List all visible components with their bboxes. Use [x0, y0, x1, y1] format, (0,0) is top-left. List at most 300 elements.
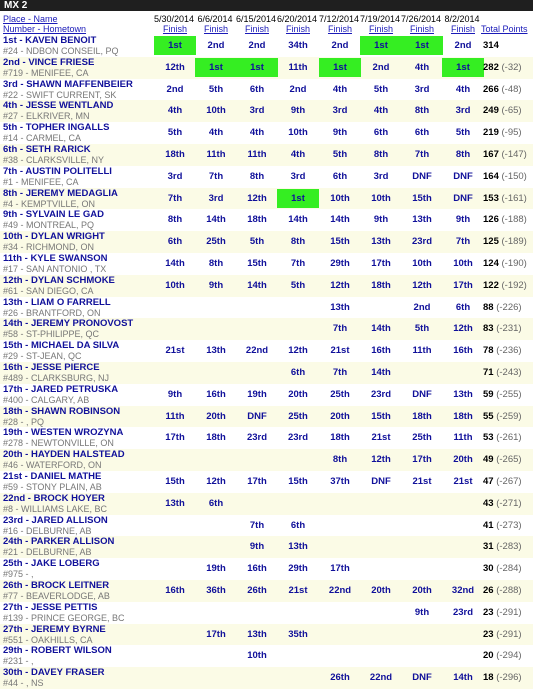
table-row [0, 645, 533, 667]
finish-cell: 4th [290, 148, 306, 160]
rider-place-name[interactable]: 13th - LIAM O FARRELL [3, 296, 111, 308]
finish-cell: 6th [249, 83, 265, 95]
finish-cell: 6th [208, 497, 224, 509]
finish-cell: 4th [249, 127, 265, 139]
total-points: 164 (-150) [483, 170, 527, 182]
table-row [0, 144, 533, 166]
finish-cell: 2nd [454, 40, 472, 51]
table-row [0, 297, 533, 319]
finish-cell [401, 516, 443, 535]
rider-number-hometown: #26 - BRANTFORD, ON [3, 307, 101, 318]
total-points: 53 (-261) [483, 432, 522, 444]
finish-cell: 1st [360, 36, 402, 55]
rider-place-name[interactable]: 14th - JEREMY PRONOVOST [3, 318, 134, 330]
finish-cell: 8th [249, 170, 265, 182]
rider-place-name[interactable]: 3rd - SHAWN MAFFENBEIER [3, 78, 133, 90]
finish-cell [154, 559, 196, 578]
rider-number-hometown: #4 - KEMPTVILLE, ON [3, 198, 96, 209]
race-date-6: 7/19/2014 [360, 14, 401, 24]
total-points: 125 (-189) [483, 236, 527, 248]
table-row [0, 122, 533, 144]
finish-cell: 14th [206, 214, 226, 226]
finish-cell: 22nd [328, 584, 352, 596]
rider-number-hometown: #28 - , PQ [3, 416, 45, 427]
finish-cell [277, 603, 319, 622]
finish-cell [277, 298, 319, 317]
finish-cell: 12th [453, 323, 473, 335]
total-points: 43 (-271) [483, 497, 522, 509]
finish-header-5[interactable]: Finish [327, 24, 352, 34]
table-row [0, 667, 533, 689]
finish-cell: 14th [371, 366, 391, 378]
total-points: 88 (-226) [483, 301, 522, 313]
rider-place-name[interactable]: 10th - DYLAN WRIGHT [3, 231, 105, 243]
finish-cell: 6th [414, 127, 430, 139]
finish-cell [154, 646, 196, 665]
total-points: 41 (-273) [483, 519, 522, 531]
rider-number-hometown: #24 - NDBON CONSEIL, PQ [3, 46, 119, 56]
finish-cell: 3rd [332, 105, 348, 117]
finish-cell: 6th [290, 366, 306, 378]
finish-cell [154, 450, 196, 469]
rider-number-hometown: #49 - MONTREAL, PQ [3, 220, 95, 231]
finish-cell: 11th [453, 432, 473, 444]
table-header [0, 11, 533, 35]
total-points: 122 (-192) [483, 279, 527, 291]
finish-cell [236, 668, 278, 687]
finish-cell: DNF [371, 475, 391, 487]
finish-cell: 20th [412, 584, 432, 596]
finish-cell: 6th [332, 170, 348, 182]
finish-cell: 18th [330, 432, 350, 444]
rider-number-hometown: #8 - WILLIAMS LAKE, BC [3, 503, 108, 514]
rider-place-name[interactable]: 17th - JARED PETRUSKA [3, 383, 119, 395]
rider-number-hometown: #17 - SAN ANTONIO , TX [3, 263, 107, 274]
total-points: 266 (-48) [483, 83, 522, 95]
finish-cell [195, 450, 237, 469]
finish-cell: 9th [455, 214, 471, 226]
finish-cell: 29th [288, 563, 308, 575]
finish-cell: 13th [453, 388, 473, 400]
finish-cell: 2nd [413, 301, 431, 313]
finish-cell [401, 537, 443, 556]
finish-cell [319, 646, 361, 665]
total-points: 83 (-231) [483, 323, 522, 335]
finish-cell [154, 625, 196, 644]
finish-cell: 17th [330, 563, 350, 575]
finish-cell: 37th [330, 475, 350, 487]
finish-cell [360, 603, 402, 622]
rider-place-name[interactable]: 26th - BROCK LEITNER [3, 579, 110, 591]
finish-cell [236, 494, 278, 513]
rider-place-name[interactable]: 1st - KAVEN BENOIT [3, 35, 97, 46]
race-date-3: 6/15/2014 [236, 14, 277, 24]
rider-place-name[interactable]: 27th - JEREMY BYRNE [3, 623, 106, 635]
finish-cell: 5th [167, 127, 183, 139]
rider-place-name[interactable]: 18th - SHAWN ROBINSON [3, 405, 121, 417]
finish-cell: 5th [373, 83, 389, 95]
finish-cell [442, 559, 484, 578]
finish-cell: 2nd [331, 40, 349, 51]
finish-cell: 12th [371, 454, 391, 466]
finish-cell: 17th [206, 628, 226, 640]
finish-cell: 7th [167, 192, 183, 204]
finish-cell [154, 363, 196, 382]
finish-cell: 12th [247, 192, 267, 204]
finish-cell [195, 319, 237, 338]
finish-cell [442, 625, 484, 644]
finish-cell: 16th [165, 584, 185, 596]
rider-number-hometown: #46 - WATERFORD, ON [3, 460, 102, 471]
finish-cell: 9th [332, 127, 348, 139]
finish-cell [319, 603, 361, 622]
finish-cell: 14th [330, 214, 350, 226]
finish-cell: 15th [165, 475, 185, 487]
table-row [0, 580, 533, 602]
finish-cell: 9th [290, 105, 306, 117]
table-row [0, 624, 533, 646]
place-name-header[interactable]: Place - Name [3, 14, 58, 24]
rider-place-name[interactable]: 21st - DANIEL MATHE [3, 470, 102, 482]
rider-number-hometown: #14 - CARMEL, CA [3, 133, 82, 144]
finish-cell: 20th [206, 410, 226, 422]
race-date-2: 6/6/2014 [197, 14, 233, 24]
table-row [0, 384, 533, 406]
finish-cell: 10th [330, 192, 350, 204]
finish-cell: 8th [290, 236, 306, 248]
finish-cell: 6th [455, 301, 471, 313]
finish-cell: 18th [412, 410, 432, 422]
finish-cell: 11th [165, 410, 185, 422]
rider-place-name[interactable]: 6th - SETH RARICK [3, 143, 91, 155]
finish-cell [195, 668, 237, 687]
finish-cell: 18th [371, 279, 391, 291]
rider-number-hometown: #278 - NEWTONVILLE, ON [3, 438, 114, 449]
finish-cell: 7th [332, 366, 348, 378]
table-row [0, 515, 533, 537]
finish-cell [442, 363, 484, 382]
finish-cell: 17th [165, 432, 185, 444]
rider-place-name[interactable]: 27th - JESSE PETTIS [3, 601, 98, 613]
finish-header-4[interactable]: Finish [285, 24, 310, 34]
finish-header-7[interactable]: Finish [409, 24, 434, 34]
finish-cell: 1st [401, 36, 443, 55]
rider-place-name[interactable]: 19th - WESTEN WROZYNA [3, 427, 124, 439]
finish-cell: DNF [453, 170, 473, 182]
finish-cell: 8th [167, 214, 183, 226]
finish-cell: 19th [206, 563, 226, 575]
table-row [0, 57, 533, 79]
rider-place-name[interactable]: 7th - AUSTIN POLITELLI [3, 165, 112, 177]
total-points: 31 (-283) [483, 541, 522, 553]
finish-cell [401, 646, 443, 665]
finish-cell: 1st [319, 58, 361, 77]
finish-cell: 19th [247, 388, 267, 400]
finish-cell: 35th [288, 628, 308, 640]
finish-cell: 2nd [166, 83, 184, 95]
rider-number-hometown: #21 - DELBURNE, AB [3, 547, 92, 558]
table-row [0, 209, 533, 231]
rider-number-hometown: #400 - CALGARY, AB [3, 394, 90, 405]
finish-cell: 9th [208, 279, 224, 291]
rider-place-name[interactable]: 16th - JESSE PIERCE [3, 361, 100, 373]
total-points: 18 (-296) [483, 672, 522, 684]
finish-header-2[interactable]: Finish [203, 24, 228, 34]
finish-cell: 5th [208, 83, 224, 95]
finish-cell: 16th [453, 345, 473, 357]
finish-cell: 7th [290, 257, 306, 269]
finish-cell: 22nd [369, 672, 393, 684]
finish-cell: 14th [371, 323, 391, 335]
rider-number-hometown: #22 - SWIFT CURRENT, SK [3, 89, 117, 100]
finish-cell: 14th [453, 672, 473, 684]
finish-cell: 12th [206, 475, 226, 487]
rider-place-name[interactable]: 30th - DAVEY FRASER [3, 667, 105, 679]
rider-place-name[interactable]: 22nd - BROCK HOYER [3, 492, 105, 504]
finish-cell: 1st [195, 58, 237, 77]
finish-cell [360, 516, 402, 535]
finish-cell [154, 603, 196, 622]
finish-cell: 36th [206, 584, 226, 596]
finish-cell [236, 298, 278, 317]
finish-cell [401, 559, 443, 578]
rider-place-name[interactable]: 2nd - VINCE FRIESE [3, 56, 95, 68]
finish-cell [236, 363, 278, 382]
finish-cell [360, 494, 402, 513]
finish-header-6[interactable]: Finish [368, 24, 393, 34]
finish-cell: 4th [332, 83, 348, 95]
finish-cell: 4th [414, 61, 430, 73]
rider-place-name[interactable]: 29th - ROBERT WILSON [3, 645, 112, 657]
finish-cell [277, 319, 319, 338]
finish-header-3[interactable]: Finish [244, 24, 269, 34]
finish-cell: 10th [371, 192, 391, 204]
finish-cell: 14th [165, 257, 185, 269]
finish-cell: 13th [412, 214, 432, 226]
finish-header-1[interactable]: Finish [162, 24, 187, 34]
finish-cell: 25th [206, 236, 226, 248]
finish-cell: 14th [288, 214, 308, 226]
total-points: 59 (-255) [483, 388, 522, 400]
finish-cell: 7th [332, 323, 348, 335]
total-points: 23 (-291) [483, 628, 522, 640]
total-points: 124 (-190) [483, 257, 527, 269]
finish-cell: 7th [455, 236, 471, 248]
finish-cell [236, 319, 278, 338]
total-points: 314 [483, 40, 499, 51]
rider-place-name[interactable]: 9th - SYLVAIN LE GAD [3, 209, 104, 221]
finish-cell: 21st [412, 475, 432, 487]
finish-cell: DNF [412, 672, 432, 684]
finish-cell: 3rd [455, 105, 471, 117]
finish-cell: 1st [236, 58, 278, 77]
finish-cell: 13th [165, 497, 185, 509]
rider-number-hometown: #975 - , [3, 569, 34, 580]
finish-cell [195, 363, 237, 382]
rider-place-name[interactable]: 4th - JESSE WENTLAND [3, 100, 114, 112]
finish-cell: 21st [371, 432, 391, 444]
finish-cell: 5th [332, 148, 348, 160]
finish-cell [195, 603, 237, 622]
finish-cell: 32nd [451, 584, 475, 596]
finish-cell: 18th [206, 432, 226, 444]
total-points-header[interactable]: Total Points [481, 24, 528, 34]
finish-cell: 9th [167, 388, 183, 400]
finish-cell: 23rd [411, 236, 433, 248]
finish-cell: DNF [412, 388, 432, 400]
rider-number-hometown: #38 - CLARKSVILLE, NY [3, 154, 105, 165]
finish-cell: 7th [414, 148, 430, 160]
finish-cell [277, 450, 319, 469]
finish-cell: 18th [453, 410, 473, 422]
finish-cell: 5th [455, 127, 471, 139]
finish-cell: 4th [167, 105, 183, 117]
finish-cell: 10th [247, 650, 267, 662]
table-row [0, 427, 533, 449]
finish-cell: 16th [206, 388, 226, 400]
rider-number-hometown: #58 - ST-PHILIPPE, QC [3, 329, 100, 340]
table-row [0, 166, 533, 188]
finish-cell: 12th [412, 279, 432, 291]
rider-place-name[interactable]: 15th - MICHAEL DA SILVA [3, 340, 120, 352]
finish-cell: 5th [290, 279, 306, 291]
rider-number-hometown: #16 - DELBURNE, AB [3, 525, 92, 536]
finish-cell [154, 668, 196, 687]
finish-cell: 6th [373, 127, 389, 139]
finish-cell: 14th [247, 279, 267, 291]
finish-cell [154, 516, 196, 535]
finish-cell: 9th [414, 606, 430, 618]
finish-cell: 13th [206, 345, 226, 357]
finish-cell: 7th [208, 170, 224, 182]
finish-cell: 20th [371, 584, 391, 596]
rider-place-name[interactable]: 23rd - JARED ALLISON [3, 514, 108, 526]
total-points: 71 (-243) [483, 366, 522, 378]
finish-cell: 18th [165, 148, 185, 160]
race-date-1: 5/30/2014 [154, 14, 195, 24]
finish-cell [360, 298, 402, 317]
finish-cell: 21st [330, 345, 350, 357]
finish-cell: 23rd [370, 388, 392, 400]
finish-cell: 12th [288, 345, 308, 357]
rider-place-name[interactable]: 24th - PARKER ALLISON [3, 536, 115, 548]
table-row [0, 100, 533, 122]
finish-cell: 5th [414, 323, 430, 335]
finish-cell: 25th [412, 432, 432, 444]
finish-cell [154, 319, 196, 338]
total-points: 167 (-147) [483, 148, 527, 160]
finish-cell: 1st [277, 189, 319, 208]
finish-cell: 15th [247, 257, 267, 269]
finish-header-8[interactable]: Finish [450, 24, 475, 34]
finish-cell: 11th [206, 148, 226, 160]
finish-cell: 29th [330, 257, 350, 269]
finish-cell [195, 516, 237, 535]
rider-number-hometown: #551 - OAKHILLS, CA [3, 634, 93, 645]
finish-cell: 2nd [207, 40, 225, 51]
finish-cell: 3rd [414, 83, 430, 95]
rider-number-hometown: #231 - , [3, 656, 34, 667]
finish-cell: 4th [208, 127, 224, 139]
finish-cell: 1st [154, 36, 196, 55]
finish-cell: 20th [453, 454, 473, 466]
finish-cell [277, 668, 319, 687]
race-date-8: 8/2/2014 [444, 14, 480, 24]
table-row [0, 35, 533, 57]
finish-cell: 15th [371, 410, 391, 422]
rider-number-hometown: #27 - ELKRIVER, MN [3, 111, 90, 122]
finish-cell: 26th [330, 672, 350, 684]
rider-number-hometown: #139 - PRINCE GEORGE, BC [3, 612, 125, 623]
rider-place-name[interactable]: 12th - DYLAN SCHMOKE [3, 274, 115, 286]
finish-cell: 17th [247, 475, 267, 487]
rider-place-name[interactable]: 8th - JEREMY MEDAGLIA [3, 187, 118, 199]
finish-cell: 21st [165, 345, 185, 357]
class-title: MX 2 [0, 0, 533, 11]
finish-cell [401, 625, 443, 644]
finish-cell: 10th [453, 257, 473, 269]
rider-place-name[interactable]: 20th - HAYDEN HALSTEAD [3, 449, 125, 461]
finish-cell: 10th [288, 127, 308, 139]
finish-cell: 4th [373, 105, 389, 117]
finish-cell: 3rd [373, 170, 389, 182]
table-row [0, 79, 533, 101]
rider-number-hometown: #34 - RICHMOND, ON [3, 242, 95, 253]
finish-cell [154, 537, 196, 556]
finish-cell: 26th [247, 584, 267, 596]
rider-number-hometown: #59 - STONY PLAIN, AB [3, 481, 102, 492]
finish-cell: 16th [371, 345, 391, 357]
finish-cell: 13th [288, 541, 308, 553]
finish-cell [195, 646, 237, 665]
rider-place-name[interactable]: 25th - JAKE LOBERG [3, 558, 100, 570]
rider-number-hometown: #61 - SAN DIEGO, CA [3, 285, 94, 296]
rider-place-name[interactable]: 5th - TOPHER INGALLS [3, 122, 110, 134]
finish-cell: 7th [249, 519, 265, 531]
finish-cell: 20th [330, 410, 350, 422]
finish-cell: 13th [371, 236, 391, 248]
table-row [0, 318, 533, 340]
finish-cell: 15th [330, 236, 350, 248]
rider-number-hometown: #489 - CLARKSBURG, NJ [3, 372, 110, 383]
table-row [0, 536, 533, 558]
total-points: 23 (-291) [483, 606, 522, 618]
total-points: 26 (-288) [483, 584, 522, 596]
table-row [0, 602, 533, 624]
finish-cell: 21st [288, 584, 308, 596]
total-points: 78 (-236) [483, 345, 522, 357]
table-row [0, 253, 533, 275]
finish-cell: 17th [412, 454, 432, 466]
finish-cell: 8th [414, 105, 430, 117]
finish-cell: 21st [453, 475, 473, 487]
finish-cell [195, 298, 237, 317]
table-row [0, 406, 533, 428]
rider-number-hometown: #29 - ST-JEAN, QC [3, 351, 82, 362]
total-points: 219 (-95) [483, 127, 522, 139]
finish-cell [442, 516, 484, 535]
number-hometown-header[interactable]: Number - Hometown [3, 24, 87, 34]
finish-cell: 22nd [245, 345, 269, 357]
rider-number-hometown: #719 - MENIFEE, CA [3, 67, 89, 78]
total-points: 153 (-161) [483, 192, 527, 204]
finish-cell: 15th [288, 475, 308, 487]
finish-cell: 6th [290, 519, 306, 531]
rider-place-name[interactable]: 11th - KYLE SWANSON [3, 252, 108, 264]
finish-cell [319, 494, 361, 513]
finish-cell: 23rd [287, 432, 309, 444]
rider-number-hometown: #77 - BEAVERLODGE, AB [3, 590, 110, 601]
